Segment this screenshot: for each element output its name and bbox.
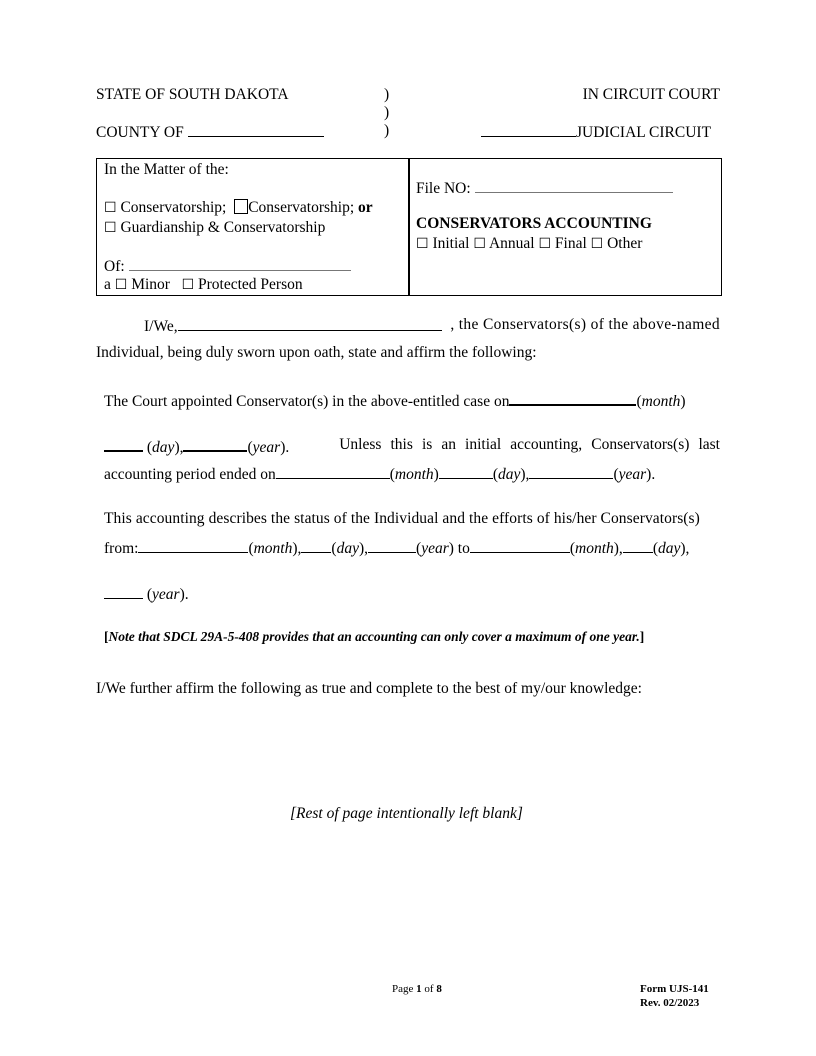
file-no-row [416,179,673,198]
of-field[interactable] [129,257,351,271]
to-day-field[interactable] [623,538,653,553]
page-label: Page [392,983,414,995]
month-label-4: month [575,540,614,557]
note-open: [ [104,629,109,644]
checkbox-initial[interactable]: ☐ [416,236,429,252]
from-month-field[interactable] [138,538,248,553]
unless-text: Unless this is an initial accounting, Conservators(s) last [339,436,720,453]
to-label: to [457,540,470,557]
year-label-4: year [152,586,180,603]
matter-guardianship-row [104,219,325,237]
label-initial: Initial [432,235,470,252]
checkbox-guardianship[interactable]: ☐ [104,220,117,236]
circuit-label: JUDICIAL CIRCUIT [576,124,712,141]
checkbox-final[interactable]: ☐ [538,236,552,252]
person-type-row [104,276,303,294]
day-label-1: day [152,439,175,456]
day-label-4: day [657,540,681,557]
label-final: Final [554,235,587,252]
note-line [104,629,644,645]
ended-year-field[interactable] [529,464,613,479]
circuit-field[interactable] [481,122,576,137]
checkbox-annual[interactable]: ☐ [473,236,486,252]
checkbox-protected[interactable]: ☐ [181,277,195,293]
month-label-1: month [641,393,681,410]
ended-month-field[interactable] [276,464,390,479]
label-guardianship: Guardianship & Conservatorship [120,219,326,236]
matter-intro: In the Matter of the: [104,161,229,178]
page-of: of [424,983,434,995]
to-year-line: (year). [104,584,189,604]
ended-day-field[interactable] [439,464,493,479]
page-total: 8 [436,983,442,995]
note-close: ] [639,629,645,644]
day-label-2: day [498,466,521,483]
further-affirm: I/We further affirm the following as true and complete to the best of my/our knowledge: [96,680,642,697]
page-current: 1 [416,983,422,995]
month-label-3: month [253,540,293,557]
from-year-field[interactable] [368,538,416,553]
from-label: from: [104,540,139,557]
county-label: COUNTY OF [96,124,184,141]
county-field[interactable] [188,122,324,137]
of-row [104,257,351,276]
year-label-1: year [252,439,281,456]
names-field[interactable] [178,316,442,331]
form-revision: Rev. 02/2023 [640,997,700,1009]
checkbox-conservatorship[interactable]: ☐ [104,200,117,216]
iwe-label: I/We, [144,318,178,335]
of-label: Of: [104,258,125,275]
label-protected: Protected Person [198,276,303,293]
day-label-3: day [336,540,359,557]
file-no-field[interactable] [475,179,673,193]
affirm-line-1-tail: , the Conservators(s) of the above-named [450,316,720,333]
appointed-month-field[interactable] [509,390,636,406]
label-other: Other [607,235,643,252]
accounting-title: CONSERVATORS ACCOUNTING [416,215,652,232]
court-label: IN CIRCUIT COURT [582,86,720,103]
county-line [96,122,324,142]
label-annual: Annual [488,235,535,252]
label-minor: Minor [131,276,170,293]
to-year-field[interactable] [104,584,143,599]
matter-options-row [104,199,373,217]
checkbox-other[interactable]: ☐ [590,236,604,252]
form-number: Form UJS-141 [640,983,709,995]
checkbox-minor[interactable]: ☐ [114,277,128,293]
appointed-label: The Court appointed Conservator(s) in the above-entitled case on [104,393,510,410]
label-conservatorship: Conservatorship; [120,199,227,216]
affirm-line-1 [144,316,442,336]
period-ended-line: accounting period ended on (month) (day), (year). [104,466,656,483]
describes-line: This accounting describes the status of the Individual and the efforts of his/her Conservators(s) [104,510,700,527]
page-number [392,983,442,995]
from-line: from: (month), (day), (year) to (month), (day), [104,540,690,557]
blank-notice: [Rest of page intentionally left blank] [290,805,523,822]
or-label: or [358,199,373,216]
paren-1: ) [384,86,390,103]
checkbox-conservatorship-2[interactable] [234,199,248,214]
paren-3: ) [384,122,390,139]
from-day-field[interactable] [301,538,331,553]
appointed-line: The Court appointed Conservator(s) in the above-entitled case on (month) [104,390,686,411]
note-text: Note that SDCL 29A-5-408 provides that an accounting can only cover a maximum of one year. [108,629,640,644]
year-label-2: year [618,466,647,483]
state-label: STATE OF SOUTH DAKOTA [96,86,289,103]
paren-2: ) [384,104,390,121]
month-label-2: month [394,466,434,483]
circuit-line [481,122,711,142]
affirm-line-2: Individual, being duly sworn upon oath, state and affirm the following: [96,344,537,361]
accounting-type-row [416,235,642,253]
year-label-3: year [421,540,449,557]
to-month-field[interactable] [470,538,570,553]
appointed-day-field[interactable] [104,436,143,452]
appointed-year-field[interactable] [183,436,247,452]
a-label: a [104,276,111,293]
label-conservatorship-2: Conservatorship; [248,199,355,216]
period-ended-label: accounting period ended on [104,466,276,483]
file-no-label: File NO: [416,180,471,197]
appointed-line-2: (day), (year). [104,436,289,457]
